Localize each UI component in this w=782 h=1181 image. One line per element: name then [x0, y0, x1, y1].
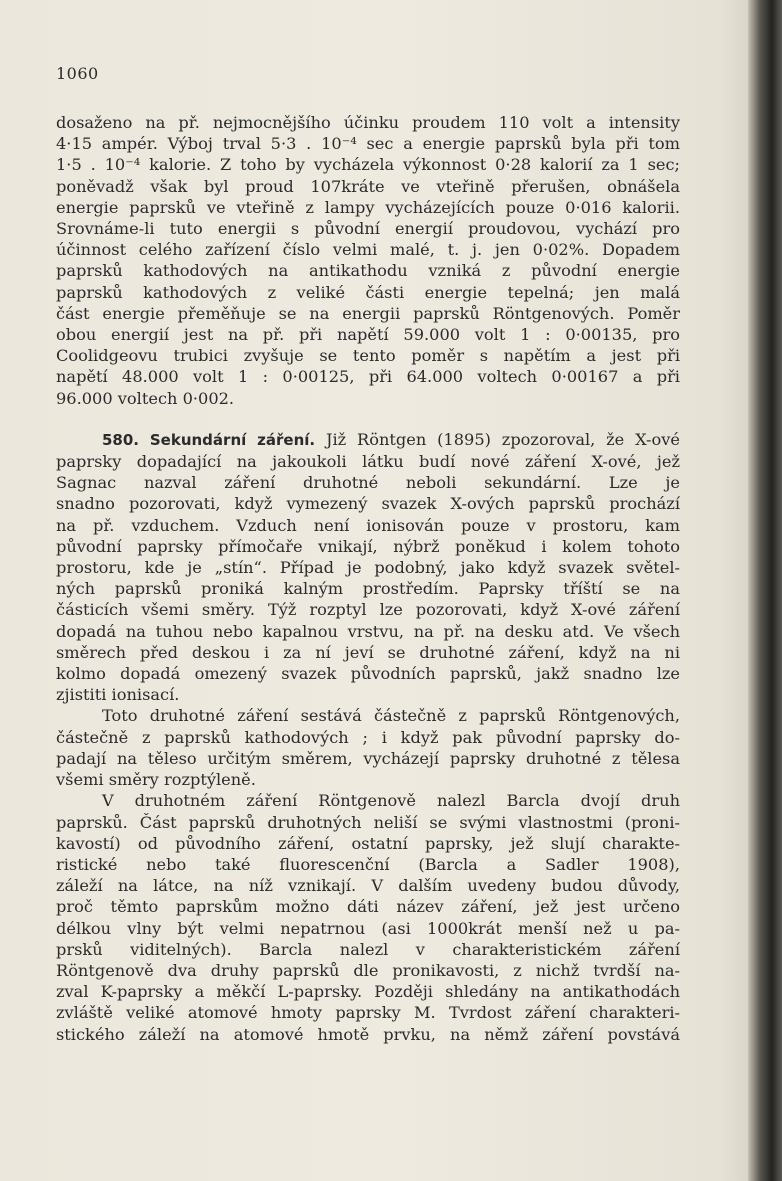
text-line: záleží na látce, na níž vznikají. V dalším uvedeny budou důvody, — [56, 876, 680, 896]
text-line: padají na těleso určitým směrem, vycházejí paprsky druhotné z tělesa — [56, 748, 680, 768]
paragraph-composition — [56, 705, 680, 790]
text-line: všemi směry rozptýleně. — [56, 770, 256, 790]
text-line: proč těmto paprskům možno dáti název záření, jež jest určeno — [56, 897, 680, 917]
text-line: účinnost celého zařízení číslo velmi malé, t. j. jen 0·02%. Dopadem — [56, 240, 680, 260]
text-line: zvláště veliké atomové hmoty paprsky M. Tvrdost záření charakteri- — [56, 1003, 680, 1023]
section-title: Sekundární záření. — [149, 430, 316, 449]
text-line: Již Röntgen (1895) zpozoroval, že X-ové — [326, 429, 680, 449]
text-line: 4·15 ampér. Výboj trval 5·3 . 10⁻⁴ sec a energie paprsků byla při tom — [56, 134, 680, 154]
text-line: dopadá na tuhou nebo kapalnou vrstvu, na př. na desku atd. Ve všech — [56, 621, 680, 641]
text-line: část energie přeměňuje se na energii paprsků Röntgenových. Poměr — [56, 303, 680, 323]
text-line: ných paprsků proniká kalným prostředím. Paprsky tříští se na — [56, 579, 680, 599]
text-line: původní paprsky přímočaře vnikají, nýbrž poněkud i kolem tohoto — [56, 536, 680, 556]
text-line: Coolidgeovu trubici zvyšuje se tento poměr s napětím a jest při — [56, 346, 680, 366]
text-line: paprsky dopadající na jakoukoli látku budí nové záření X-ové, jež — [56, 452, 680, 472]
paragraph-energy — [56, 112, 680, 409]
paragraph-secondary-radiation — [56, 429, 680, 706]
text-line: na př. vzduchem. Vzduch není ionisován pouze v prostoru, kam — [56, 515, 680, 535]
text-line: poněvadž však byl proud 107kráte ve vteřině přerušen, obnášela — [56, 176, 680, 196]
text-line: obou energií jest na př. při napětí 59.000 volt 1 : 0·00135, pro — [56, 325, 680, 345]
text-line: paprsků. Část paprsků druhotných neliší se svými vlastnostmi (proni- — [56, 812, 680, 832]
text-line: dosaženo na př. nejmocnějšího účinku proudem 110 volt a intensity — [56, 113, 680, 132]
section-number: 580. — [102, 430, 140, 449]
text-line: zjistiti ionisací. — [56, 685, 180, 705]
text-line: Toto druhotné záření sestává částečně z paprsků Röntgenových, — [102, 706, 680, 726]
text-line: V druhotném záření Röntgenově nalezl Barcla dvojí druh — [102, 791, 680, 811]
text-line: paprsků kathodových z veliké části energie tepelná; jen malá — [56, 282, 680, 302]
text-line: napětí 48.000 volt 1 : 0·00125, při 64.000 voltech 0·00167 a při — [56, 367, 680, 387]
text-line: 96.000 voltech 0·002. — [56, 388, 235, 408]
text-line: kolmo dopadá omezený svazek původních paprsků, jakž snadno lze — [56, 664, 680, 684]
text-line: stického záleží na atomové hmotě prvku, na němž záření povstává — [56, 1024, 680, 1044]
text-line: směrech před deskou i za ní jeví se druhotné záření, když na ni — [56, 642, 680, 662]
text-line: částečně z paprsků kathodových ; i když pak původní paprsky do- — [56, 727, 680, 747]
text-line: částicích všemi směry. Týž rozptyl lze pozorovati, když X-ové záření — [56, 600, 680, 620]
text-line: prostoru, kde je „stín“. Případ je podobný, jako když svazek světel- — [56, 558, 680, 578]
paragraph-characteristic — [56, 790, 680, 1044]
section-heading-line — [56, 429, 680, 451]
text-line: Röntgenově dva druhy paprsků dle pronikavosti, z nichž tvrdší na- — [56, 960, 680, 980]
page-number: 1060 — [56, 64, 99, 83]
text-line: Sagnac nazval záření druhotné neboli sekundární. Lze je — [56, 473, 680, 493]
book-gutter-shadow — [748, 0, 782, 1181]
text-line: 1·5 . 10⁻⁴ kalorie. Z toho by vycházela výkonnost 0·28 kalorií za 1 sec; — [56, 155, 680, 175]
text-line: snadno pozorovati, když vymezený svazek X-ových paprsků prochází — [56, 494, 680, 514]
text-line: ristické nebo také fluorescenční (Barcla a Sadler 1908), — [56, 854, 680, 874]
text-line: prsků viditelných). Barcla nalezl v charakteristickém záření — [56, 939, 680, 959]
text-line: paprsků kathodových na antikathodu vzniká z původní energie — [56, 261, 680, 281]
body-text — [56, 112, 680, 1045]
text-line: Srovnáme-li tuto energii s původní energií proudovou, vychází pro — [56, 219, 680, 239]
text-line: zval K-paprsky a měkčí L-paprsky. Později shledány na antikathodách — [56, 982, 680, 1002]
text-line: kavostí) od původního záření, ostatní paprsky, jež slují charakte- — [56, 833, 680, 853]
text-line: délkou vlny být velmi nepatrnou (asi 1000krát menší než u pa- — [56, 918, 680, 938]
text-line: energie paprsků ve vteřině z lampy vycházejících pouze 0·016 kalorii. — [56, 197, 680, 217]
